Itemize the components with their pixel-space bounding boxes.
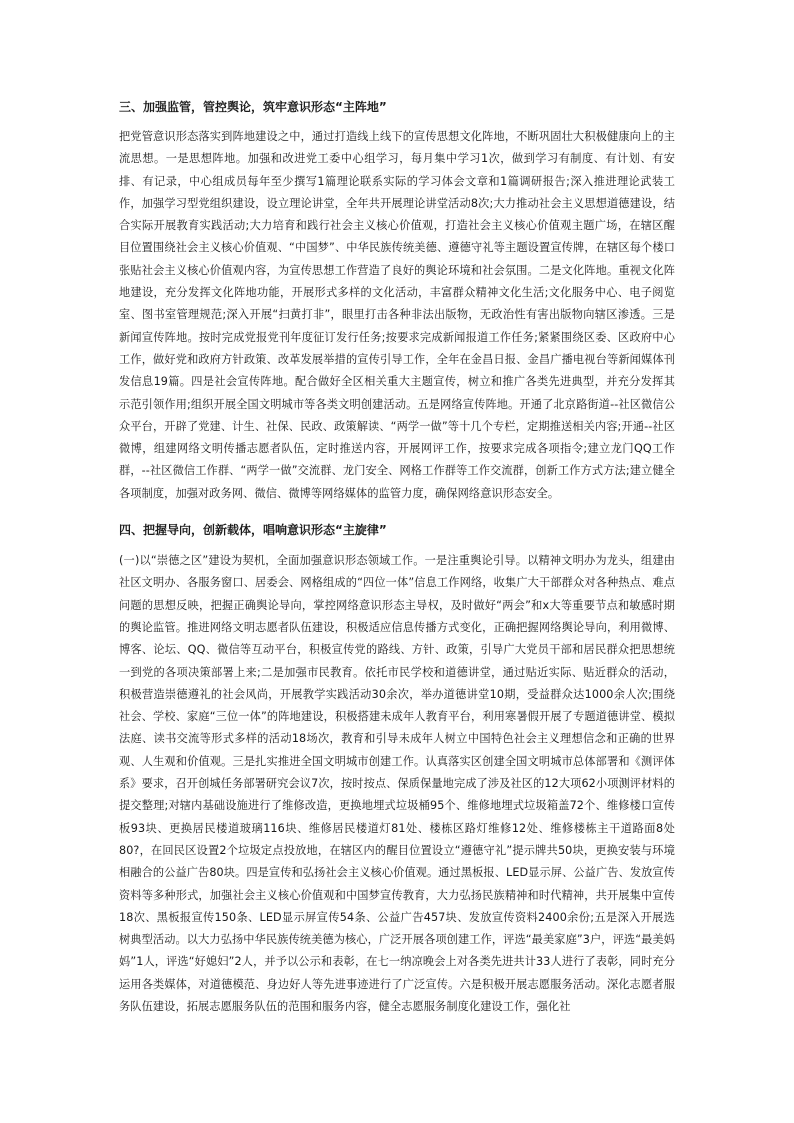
section-3-heading: 三、加强监管，管控舆论，筑牢意识形态“主阵地” [119,100,387,114]
section-4-heading: 四、把握导向，创新载体，唱响意识形态“主旋律” [119,523,387,538]
document-page [119,96,675,1018]
section-3-body: 把党管意识形态落实到阵地建设之中，通过打造线上线下的宣传思想文化阵地，不断巩固壮大积极健康向上的主流思想。一是思想阵地。加强和改进党工委中心组学习，每月集中学习1次，做到学习有制度、有计划、有安排、有记录，中心组成员每年至少撰写1篇理论联系实际的学习体会文章和1篇调研报告;深入推进理论武装工作，加强学习型党组织建设，设立理论讲堂，全年共开展理论讲堂活动8次;大力推动社会主义思想道德建设，结合实际开展教育实践活动;大力培育和践行社会主义核心价值观，打造社会主义核心价值观主题广场，在辖区醒目位置围绕社会主义核心价值观、“中国梦”、中华民族传统美德、遵德守礼等主题设置宣传牌，在辖区每个楼口张贴社会主义核心价值观内容，为宣传思想工作营造了良好的舆论环境和社会氛围。二是文化阵地。重视文化阵地建设，充分发挥文化阵地功能，开展形式多样的文化活动，丰富群众精神文化生活;文化服务中心、电子阅览室、图书室管理规范;深入开展“扫黄打非”，眼里打击各种非法出版物，无政治性有害出版物向辖区渗透。三是新闻宣传阵地。按时完成党报党刊年度征订发行任务;按要求完成新闻报道工作任务;紧紧围绕区委、区政府中心工作，做好党和政府方针政策、改革发展举措的宣传引导工作，全年在金昌日报、金昌广播电视台等新闻媒体刊发信息19篇。四是社会宣传阵地。配合做好全区相关重大主题宣传，树立和推广各类先进典型，并充分发挥其示范引领作用;组织开展全国文明城市等各类文明创建活动。五是网络宣传阵地。开通了北京路街道--社区微信公众平台，开辟了党建、计生、社保、民政、政策解读、“两学一做”等十几个专栏，定期推送相关内容;开通--社区微博，组建网络文明传播志愿者队伍，定时推送内容，开展网评工作，按要求完成各项指令;建立龙门QQ工作群，--社区微信工作群、“两学一做”交流群、龙门安全、网格工作群等工作交流群，创新工作方式方法;建立健全各项制度，加强对政务网、微信、微博等网络媒体的监管力度，确保网络意识形态安全。 [119,130,675,500]
section-4-body: (一)以“崇德之区”建设为契机，全面加强意识形态领域工作。一是注重舆论引导。以精神文明办为龙头，组建由社区文明办、各服务窗口、居委会、网格组成的“四位一体”信息工作网络，收集广大干部群众对各种热点、难点问题的思想反映，把握正确舆论导向，掌控网络意识形态主导权，及时做好“两会”和x大等重要节点和敏感时期的舆论监管。推进网络文明志愿者队伍建设，积极适应信息传播方式变化，正确把握网络舆论导向，利用微博、博客、论坛、QQ、微信等互动平台，积极宣传党的路线、方针、政策，引导广大党员干部和居民群众把思想统一到党的各项决策部署上来;二是加强市民教育。依托市民学校和道德讲堂，通过贴近实际、贴近群众的活动，积极营造崇德遵礼的社会风尚，开展教学实践活动30余次，举办道德讲堂10期，受益群众达1000余人次;围绕社会、学校、家庭“三位一体”的阵地建设，积极搭建未成年人教育平台，利用寒暑假开展了专题道德讲堂、模拟法庭、读书交流等形式多样的活动18场次，教育和引导未成年人树立中国特色社会主义理想信念和正确的世界观、人生观和价值观。三是扎实推进全国文明城市创建工作。认真落实区创建全国文明城市总体部署和《测评体系》要求，召开创城任务部署研究会议7次，按时按点、保质保量地完成了涉及社区的12大项62小项测评材料的提交整理;对辖内基础设施进行了维修改造，更换地埋式垃圾桶95个、维修地埋式垃圾箱盖72个、维修楼口宣传板93块、更换居民楼道玻璃116块、维修居民楼道灯81处、楼栋区路灯维修12处、维修楼栋主干道路面8处80?，在回民区设置2个垃圾定点投放地，在辖区内的醒目位置设立“遵德守礼”提示牌共50块，更换安装与环境相融合的公益广告80块。四是宣传和弘扬社会主义核心价值观。通过黑板报、LED显示屏、公益广告、发放宣传资料等多种形式，加强社会主义核心价值观和中国梦宣传教育，大力弘扬民族精神和时代精神，共开展集中宣传18次、黑板报宣传150条、LED显示屏宣传54条、公益广告457块、发放宣传资料2400余份;五是深入开展选树典型活动。以大力弘扬中华民族传统美德为核心，广泛开展各项创建工作，评选“最美家庭”3户，评选“最美妈妈”1人，评选“好媳妇”2人，并予以公示和表彰，在七一纳凉晚会上对各类先进共计33人进行了表彰，同时充分运用各类媒体，对道德模范、身边好人等先进事迹进行了广泛宣传。六是积极开展志愿服务活动。深化志愿者服务队伍建设，拓展志愿服务队伍的范围和服务内容，健全志愿服务制度化建设工作，强化社 [119,554,675,1013]
